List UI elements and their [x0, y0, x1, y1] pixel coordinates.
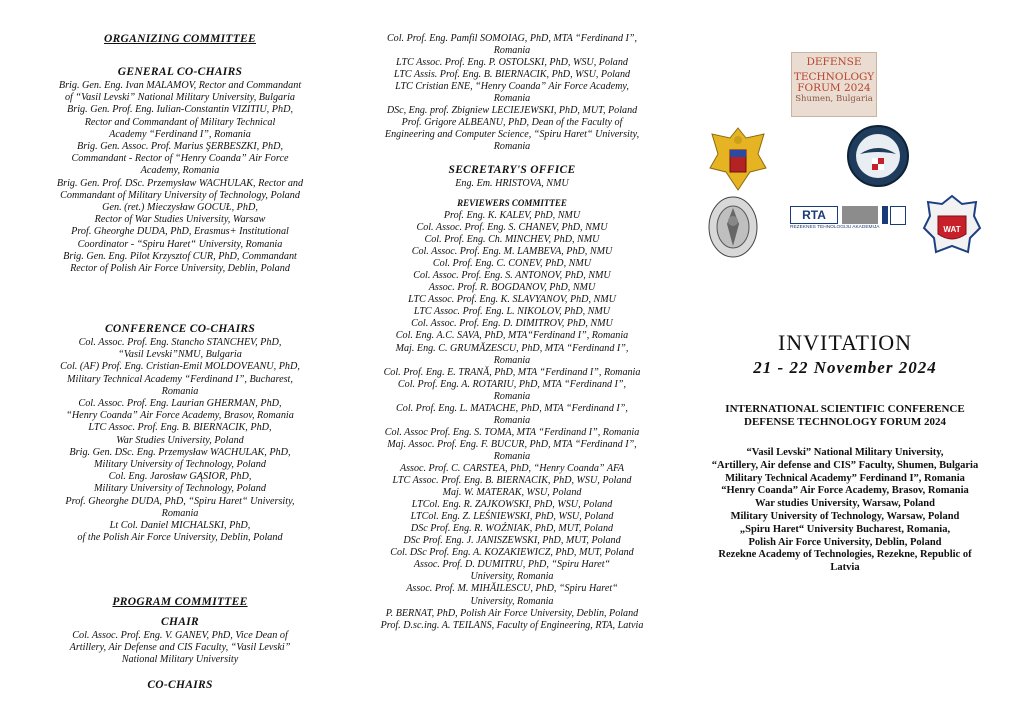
text-line: LTC Assoc. Prof. Eng. K. SLAVYANOV, PhD, NMU	[408, 294, 616, 306]
column-invitation	[680, 0, 1010, 724]
text-line: Brig. Gen. Assoc. Prof. Marius ŞERBESZKI, PhD,	[76, 141, 283, 153]
text-line: Assoc. Prof. C. CARSTEA, PhD, “Henry Coanda” AFA	[399, 462, 625, 474]
text-line: P. BERNAT, PhD, Polish Air Force University, Deblin, Poland	[385, 607, 639, 619]
secretary-line: Eng. Em. HRISTOVA, NMU	[455, 178, 569, 189]
text-line: Brig. Gen. DSc. Eng. Przemysław WACHULAK, PhD,	[69, 446, 291, 458]
text-line: LTC Assis. Prof. Eng. B. BIERNACIK, PhD, WSU, Poland	[393, 69, 631, 81]
text-line: Military University of Technology, Warsaw, Poland	[730, 510, 960, 522]
cochairs-title: CO-CHAIRS	[147, 679, 213, 691]
mta-eagle-crest-icon	[706, 124, 770, 194]
air-force-academy-badge-icon	[846, 124, 910, 188]
invitation-date: 21 - 22 November 2024	[753, 358, 937, 377]
wat-text: WAT	[943, 225, 961, 234]
text-line: Romania	[493, 450, 531, 462]
general-cochairs-list	[30, 80, 330, 275]
text-line: Romania	[493, 390, 531, 402]
logo-line: Shumen, Bulgaria	[795, 94, 873, 104]
conference-cochairs-list	[30, 337, 330, 544]
text-line: Col. Prof. Eng. Pamfil SOMOIAG, PhD, MTA “Ferdinand I”,	[386, 33, 638, 44]
logo-line: TECHNOLOGY	[793, 71, 875, 83]
text-line: Military University of Technology, Poland	[94, 459, 266, 471]
text-line: National Military University	[121, 654, 239, 666]
chair-list	[30, 630, 330, 667]
text-line: Maj. W. MATERAK, WSU, Poland	[442, 487, 582, 499]
chair-title: CHAIR	[161, 616, 199, 628]
text-line: Col. Prof. Eng. A. ROTARIU, PhD, MTA “Ferdinand I”,	[397, 378, 627, 390]
conference-cochairs-title: CONFERENCE CO-CHAIRS	[104, 323, 256, 335]
text-line: Col. Assoc. Prof. Eng. M. LAMBEVA, PhD, NMU	[411, 246, 613, 258]
text-line: “Vasil Levski” National Military University,	[746, 447, 944, 458]
text-line: Prof. Gheorghe DUDA, PhD, “Spiru Haret“ University,	[65, 495, 295, 507]
text-line: Brig. Gen. Eng. Pilot Krzysztof CUR, PhD, Commandant	[63, 250, 297, 262]
text-line: University, Romania	[470, 571, 554, 583]
text-line: “Artillery, Air defense and CIS” Faculty, Shumen, Bulgaria	[711, 459, 979, 471]
text-line: Assoc. Prof. M. MIHĂILESCU, PhD, “Spiru Haret“	[406, 583, 618, 595]
text-line: Col. Assoc. Prof. Eng. S. CHANEV, PhD, NMU	[416, 222, 608, 234]
text-line: Rezekne Academy of Technologies, Rezekne, Republic of	[718, 549, 972, 561]
text-line: Military Technical Academy “Ferdinand I”, Bucharest,	[67, 373, 293, 385]
text-line: Prof. D.sc.ing. A. TEILANS, Faculty of Engineering, RTA, Latvia	[380, 619, 644, 631]
reviewers-list	[362, 210, 662, 632]
text-line: Col. Eng. Jarosław GĄSIOR, PhD,	[108, 471, 252, 483]
text-line: Artillery, Air Defense and CIS Faculty, “Vasil Levski”	[69, 642, 291, 654]
text-line: War Studies University, Poland	[116, 434, 244, 446]
text-line: Col. Assoc. Prof. Eng. S. ANTONOV, PhD, NMU	[413, 270, 611, 282]
organizing-committee-title: ORGANIZING COMMITTEE	[103, 33, 256, 45]
text-line: DEFENSE TECHNOLOGY FORUM 2024	[744, 416, 946, 428]
text-line: Brig. Gen. Eng. Ivan MALAMOV, Rector and Commandant	[58, 80, 302, 91]
text-line: Coordinator - “Spiru Haret“ University, Romania	[77, 238, 283, 250]
text-line: Col. Assoc. Prof. Eng. D. DIMITROV, PhD, NMU	[411, 318, 613, 330]
text-line: Col. Assoc. Prof. Eng. Laurian GHERMAN, PhD,	[78, 398, 282, 410]
text-line: of the Polish Air Force University, Deblin, Poland	[77, 532, 283, 544]
reviewers-title: REVIEWERS COMMITTEE	[457, 198, 567, 208]
text-line: Prof. Grigore ALBEANU, PhD, Dean of the Faculty of	[401, 117, 623, 129]
rta-subtitle: REZEKNES TEHNOLOGIJU AKADEMIJA	[790, 225, 880, 230]
rta-grey-block	[842, 206, 878, 224]
text-line: University, Romania	[470, 595, 554, 607]
text-line: Romania	[493, 354, 531, 366]
text-line: Prof. Gheorghe DUDA, PhD, Erasmus+ Institutional	[71, 226, 289, 238]
text-line: LTCol. Eng. R. ZAJKOWSKI, PhD, WSU, Poland	[411, 499, 613, 511]
text-line: DSc Prof. Eng. J. JANISZEWSKI, PhD, MUT, Poland	[403, 535, 621, 547]
text-line: Rector of Polish Air Force University, Deblin, Poland	[70, 263, 290, 275]
text-line: INTERNATIONAL SCIENTIFIC CONFERENCE	[725, 403, 965, 415]
text-line: Col. Prof. Eng. L. MATACHE, PhD, MTA “Ferdinand I”,	[396, 402, 628, 414]
logo-line: DEFENSE	[806, 56, 862, 68]
text-line: Latvia	[830, 562, 860, 574]
conference-name	[680, 403, 1010, 429]
text-line: Assoc. Prof. D. DUMITRU, PhD, “Spiru Haret“	[413, 559, 611, 571]
text-line: DSc Prof. Eng. R. WOŹNIAK, PhD, MUT, Poland	[410, 523, 614, 535]
rta-logo	[790, 206, 906, 228]
text-line: Rector and Commandant of Military Technical	[84, 116, 276, 128]
text-line: Engineering and Computer Science, “Spiru Haret“ University,	[384, 129, 640, 141]
text-line: “Henry Coanda” Air Force Academy, Brasov, Romania	[66, 410, 294, 422]
text-line: of “Vasil Levski” National Military University, Bulgaria	[64, 92, 296, 104]
text-line: Col. Assoc Prof. Eng. S. TOMA, MTA “Ferdinand I”, Romania	[384, 426, 640, 438]
wat-badge-icon	[922, 194, 982, 256]
text-line: Col. Eng. A.C. SAVA, PhD, MTA“Ferdinand I”, Romania	[395, 330, 629, 342]
text-line: Polish Air Force University, Deblin, Poland	[748, 536, 942, 548]
text-line: Col. Assoc. Prof. Eng. V. GANEV, PhD, Vice Dean of	[72, 630, 288, 641]
text-line: Commandant of Military University of Technology, Poland	[60, 189, 300, 201]
text-line: LTC Assoc. Prof. Eng. B. BIERNACIK, PhD, WSU, Poland	[392, 475, 632, 487]
text-line: Rector of War Studies University, Warsaw	[94, 214, 266, 226]
text-line: Col. Prof. Eng. C. CONEV, PhD, NMU	[432, 258, 592, 270]
text-line: Col. Prof. Eng. E. TRANĂ, PhD, MTA “Ferdinand I”, Romania	[383, 366, 641, 378]
text-line: Military University of Technology, Poland	[94, 483, 266, 495]
text-line: LTC Assoc. Prof. Eng. P. OSTOLSKI, PhD, WSU, Poland	[396, 57, 628, 69]
text-line: Lt Col. Daniel MICHALSKI, PhD,	[109, 520, 251, 532]
text-line: Col. Assoc. Prof. Eng. Stancho STANCHEV, PhD,	[78, 337, 282, 348]
text-line: LTC Assoc. Prof. Eng. L. NIKOLOV, PhD, NMU	[413, 306, 611, 318]
text-line: Col. (AF) Prof. Eng. Cristian-Emil MOLDOVEANU, PhD,	[60, 361, 300, 373]
text-line: Col. Prof. Eng. Ch. MINCHEV, PhD, NMU	[424, 234, 600, 246]
text-line: Romania	[493, 93, 531, 105]
text-line: “Vasil Levski”NMU, Bulgaria	[118, 349, 242, 361]
text-line: Maj. Eng. C. GRUMĂZESCU, PhD, MTA “Ferdinand I”,	[395, 342, 629, 354]
text-line: LTC Cristian ENE, “Henry Coanda” Air Force Academy,	[395, 81, 629, 93]
text-line: Military Technical Academy” Ferdinand I”, Romania	[725, 472, 965, 484]
text-line: Romania	[161, 507, 199, 519]
secretary-title: SECRETARY'S OFFICE	[448, 164, 576, 176]
program-cochairs-list	[362, 33, 662, 153]
text-line: DSc, Eng. prof. Zbigniew LECIEJEWSKI, PhD, MUT, Poland	[386, 105, 638, 117]
rta-box	[890, 206, 906, 225]
general-cochairs-title: GENERAL CO-CHAIRS	[117, 66, 243, 78]
text-line: Romania	[493, 414, 531, 426]
logo-line: FORUM 2024	[797, 82, 871, 94]
text-line: Maj. Assoc. Prof. Eng. F. BUCUR, PhD, MTA “Ferdinand I”,	[387, 438, 637, 450]
text-line: „Spiru Haret“ University Bucharest, Romania,	[739, 523, 951, 535]
invitation-title: INVITATION	[777, 330, 913, 355]
rta-text: RTA	[790, 206, 838, 224]
text-line: Academy, Romania	[140, 165, 220, 177]
text-line: Brig. Gen. Prof. Eng. Iulian-Constantin VIZITIU, PhD,	[67, 104, 293, 116]
program-committee-title: PROGRAM COMMITTEE	[112, 596, 248, 608]
text-line: Col. DSc Prof. Eng. A. KOZAKIEWICZ, PhD, MUT, Poland	[390, 547, 634, 559]
text-line: Assoc. Prof. R. BOGDANOV, PhD, NMU	[428, 282, 596, 294]
text-line: Romania	[493, 45, 531, 57]
text-line: “Henry Coanda” Air Force Academy, Brasov, Romania	[721, 485, 969, 497]
institutions-list	[680, 447, 1010, 575]
nmu-emblem-icon	[706, 194, 760, 260]
text-line: Gen. (ret.) Mieczysław GOCUŁ, PhD,	[102, 202, 258, 214]
defense-technology-forum-logo	[791, 52, 877, 117]
text-line: Commandant - Rector of “Henry Coanda” Air Force	[71, 153, 289, 165]
text-line: Academy “Ferdinand I”, Romania	[109, 128, 251, 140]
text-line: LTCol. Eng. Z. LEŚNIEWSKI, PhD, WSU, Poland	[410, 511, 614, 523]
text-line: War studies University, Warsaw, Poland	[755, 498, 935, 510]
text-line: Romania	[161, 385, 199, 397]
text-line: Romania	[493, 141, 531, 153]
text-line: Brig. Gen. Prof. DSc. Przemysław WACHULAK, Rector and	[56, 177, 304, 189]
rta-bar	[882, 206, 888, 224]
text-line: LTC Assoc. Prof. Eng. B. BIERNACIK, PhD,	[88, 422, 272, 434]
text-line: Prof. Eng. K. KALEV, PhD, NMU	[443, 210, 581, 221]
